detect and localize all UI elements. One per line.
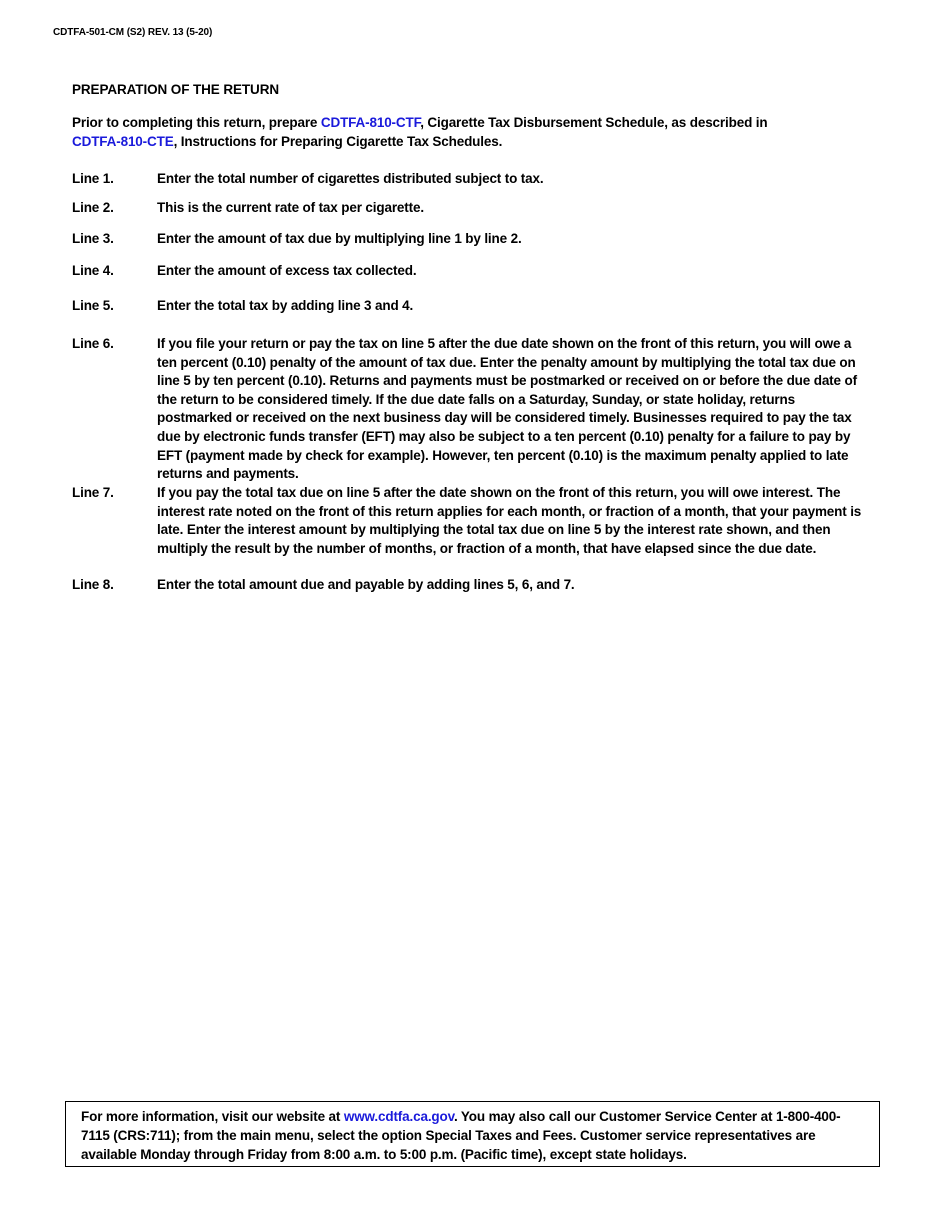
line-text: Enter the amount of excess tax collected.	[157, 263, 417, 278]
intro-text-3: , Instructions for Preparing Cigarette Tax Schedules.	[173, 133, 503, 149]
contact-info-box	[65, 1101, 880, 1167]
line-item-2	[72, 199, 872, 218]
line-text: This is the current rate of tax per cigarette.	[157, 200, 424, 215]
line-label: Line 8.	[72, 577, 114, 592]
line-item-4	[72, 262, 872, 281]
info-text-2: . You may also call our Customer Service Center at 1-800-400-7115 (CRS:711); from the main menu, select the option Special Taxes and Fees. Customer service representatives are available Monday through Friday from 8:00 a.m. to 5:00 p.m. (Pacific time), except state holidays.	[81, 1109, 841, 1162]
line-item-3	[72, 230, 872, 249]
intro-text-2: , Cigarette Tax Disbursement Schedule, as described in	[420, 115, 768, 130]
line-label: Line 3.	[72, 231, 114, 246]
section-title: PREPARATION OF THE RETURN	[72, 82, 280, 97]
line-item-6	[72, 335, 872, 484]
form-id: CDTFA-501-CM (S2) REV. 13 (5-20)	[53, 27, 213, 38]
line-text: Enter the total number of cigarettes distributed subject to tax.	[157, 171, 544, 186]
info-text-1: For more information, visit our website at	[81, 1109, 344, 1124]
website-link[interactable]: www.cdtfa.ca.gov	[343, 1109, 454, 1124]
line-label: Line 2.	[72, 200, 114, 215]
line-text: Enter the total amount due and payable by adding lines 5, 6, and 7.	[157, 577, 575, 592]
line-item-8	[72, 576, 872, 595]
line-label: Line 4.	[72, 263, 114, 278]
line-label: Line 6.	[72, 336, 114, 351]
line-text: If you file your return or pay the tax on line 5 after the due date shown on the front of this return, you will owe a ten percent (0.10) penalty of the amount of tax due. Enter the penalty amount by multiplying the total tax due on line 5 by ten percent (0.10). Returns and payments must be postmarked or received on or before the due date of the return to be considered timely. If the due date falls on a Saturday, Sunday, or state holiday, returns postmarked or received on the next business day will be considered timely. Businesses required to pay the tax due by electronic funds transfer (EFT) may also be subject to a ten percent (0.10) penalty for a failure to pay by EFT (payment made by check for example). However, ten percent (0.10) is the maximum penalty applied to late returns and payments.	[157, 336, 857, 482]
line-label: Line 1.	[72, 171, 114, 186]
line-label: Line 7.	[72, 485, 114, 500]
cdtfa-810-ctf-link[interactable]: CDTFA-810-CTF	[320, 115, 421, 130]
intro-text-1: Prior to completing this return, prepare	[72, 115, 321, 130]
line-item-5	[72, 297, 872, 316]
cdtfa-810-cte-link[interactable]: CDTFA-810-CTE	[72, 133, 174, 149]
line-item-1	[72, 170, 872, 189]
line-item-7	[72, 484, 872, 558]
line-text: Enter the amount of tax due by multiplying line 1 by line 2.	[157, 231, 522, 246]
intro-paragraph	[72, 114, 872, 151]
line-text: Enter the total tax by adding line 3 and 4.	[157, 298, 414, 313]
line-text: If you pay the total tax due on line 5 after the date shown on the front of this return, you will owe interest. The interest rate noted on the front of this return applies for each month, or fraction of a month, that your payment is late. Enter the interest amount by multiplying the total tax due on line 5 by the interest rate shown, and then multiply the result by the number of months, or fraction of a month, that have elapsed since the due date.	[157, 485, 862, 556]
line-label: Line 5.	[72, 298, 114, 313]
